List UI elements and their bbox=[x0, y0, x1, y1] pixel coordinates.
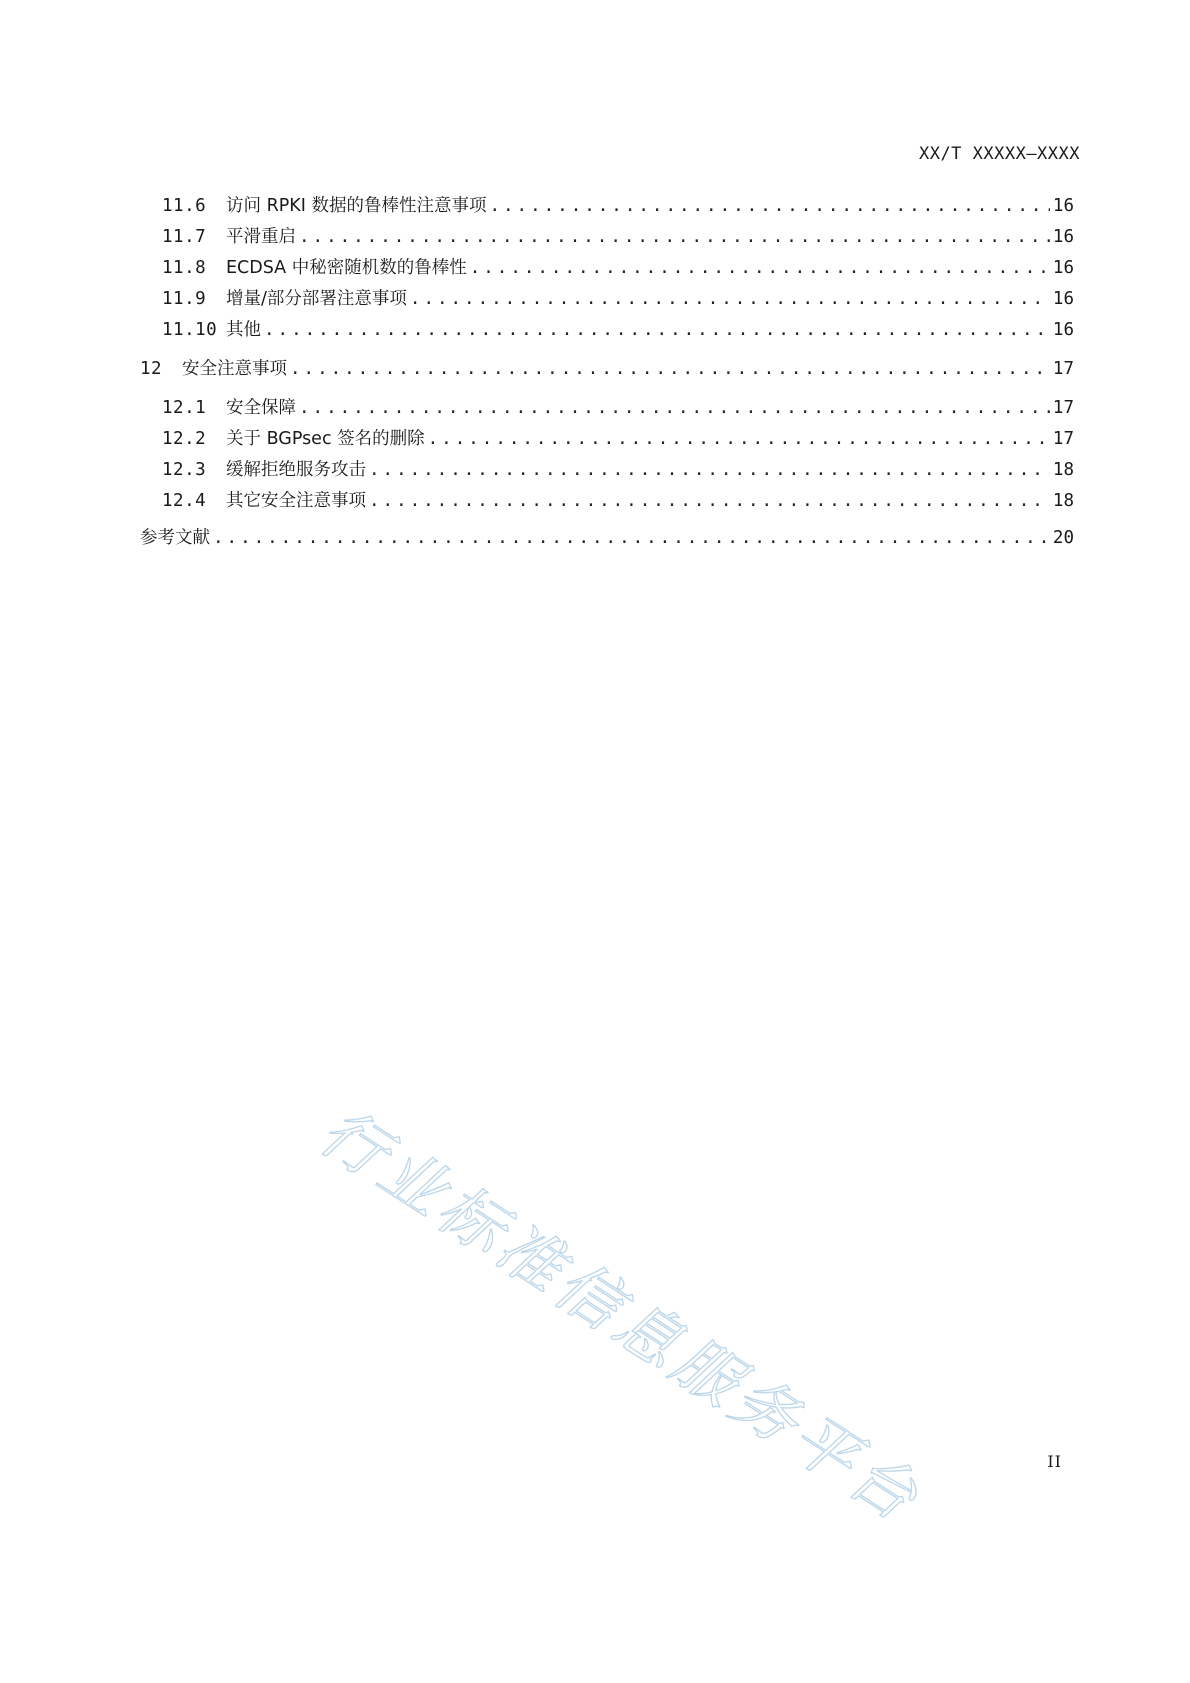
toc-entry[interactable] bbox=[140, 254, 1074, 285]
toc-entry-title: ECDSA 中秘密随机数的鲁棒性 bbox=[226, 258, 467, 278]
toc-entry-number: 11.9 bbox=[162, 289, 207, 309]
toc-entry-title: 增量/部分部署注意事项 bbox=[226, 289, 407, 309]
toc-entry-page: 18 bbox=[1052, 460, 1074, 480]
toc-entry-page: 16 bbox=[1052, 258, 1074, 278]
toc-entry-number: 12.1 bbox=[162, 398, 207, 418]
toc-entry-page: 18 bbox=[1052, 491, 1074, 511]
toc-entry-number: 12.2 bbox=[162, 429, 207, 449]
toc-entry[interactable] bbox=[140, 223, 1074, 254]
toc-entry-number: 11.7 bbox=[162, 227, 207, 247]
toc-dot-leader bbox=[299, 398, 1050, 418]
toc-dot-leader bbox=[213, 528, 1050, 548]
toc-chapter-entry[interactable] bbox=[140, 347, 1074, 394]
toc-entry[interactable] bbox=[140, 192, 1074, 223]
toc-entry-number: 11.8 bbox=[162, 258, 207, 278]
toc-entry[interactable] bbox=[140, 425, 1074, 456]
toc-entry[interactable] bbox=[140, 456, 1074, 487]
toc-entry-title: 参考文献 bbox=[140, 528, 210, 548]
toc-dot-leader bbox=[428, 429, 1050, 449]
page-number: II bbox=[1047, 1452, 1062, 1471]
toc-entry-number: 12.4 bbox=[162, 491, 207, 511]
toc-entry-title: 访问 RPKI 数据的鲁棒性注意事项 bbox=[226, 196, 487, 216]
toc-entry-title: 缓解拒绝服务攻击 bbox=[226, 460, 366, 480]
toc-entry-title: 关于 BGPsec 签名的删除 bbox=[226, 429, 425, 449]
toc-entry-page: 17 bbox=[1052, 398, 1074, 418]
toc-dot-leader bbox=[489, 196, 1049, 216]
toc-dot-leader bbox=[369, 460, 1050, 480]
toc-entry-title: 安全注意事项 bbox=[182, 359, 287, 379]
toc-entry-page: 17 bbox=[1052, 359, 1074, 379]
watermark: 行业标准信息服务平台 bbox=[306, 1095, 934, 1539]
toc-entry-number: 11.6 bbox=[162, 196, 207, 216]
toc-entry-page: 20 bbox=[1052, 528, 1074, 548]
toc-entry-title: 其它安全注意事项 bbox=[226, 491, 366, 511]
table-of-contents bbox=[140, 192, 1074, 563]
toc-entry-page: 16 bbox=[1052, 320, 1074, 340]
toc-entry-page: 16 bbox=[1052, 227, 1074, 247]
toc-dot-leader bbox=[299, 227, 1050, 247]
toc-dot-leader bbox=[369, 491, 1050, 511]
toc-entry[interactable] bbox=[140, 394, 1074, 425]
toc-entry-title: 安全保障 bbox=[226, 398, 296, 418]
toc-entry-page: 16 bbox=[1052, 289, 1074, 309]
toc-entry-number: 11.10 bbox=[162, 320, 218, 340]
toc-entry[interactable] bbox=[140, 285, 1074, 316]
toc-dot-leader bbox=[290, 359, 1050, 379]
toc-entry-page: 17 bbox=[1052, 429, 1074, 449]
toc-references-entry[interactable] bbox=[140, 518, 1074, 563]
toc-entry[interactable] bbox=[140, 316, 1074, 347]
toc-entry-number: 12.3 bbox=[162, 460, 207, 480]
toc-dot-leader bbox=[264, 320, 1050, 340]
toc-entry[interactable] bbox=[140, 487, 1074, 518]
document-code: XX/T XXXXX—XXXX bbox=[918, 144, 1080, 164]
toc-entry-title: 其他 bbox=[226, 320, 261, 340]
toc-entry-title: 平滑重启 bbox=[226, 227, 296, 247]
toc-entry-number: 12 bbox=[140, 359, 163, 379]
toc-dot-leader bbox=[410, 289, 1050, 309]
toc-dot-leader bbox=[470, 258, 1050, 278]
toc-entry-page: 16 bbox=[1052, 196, 1074, 216]
